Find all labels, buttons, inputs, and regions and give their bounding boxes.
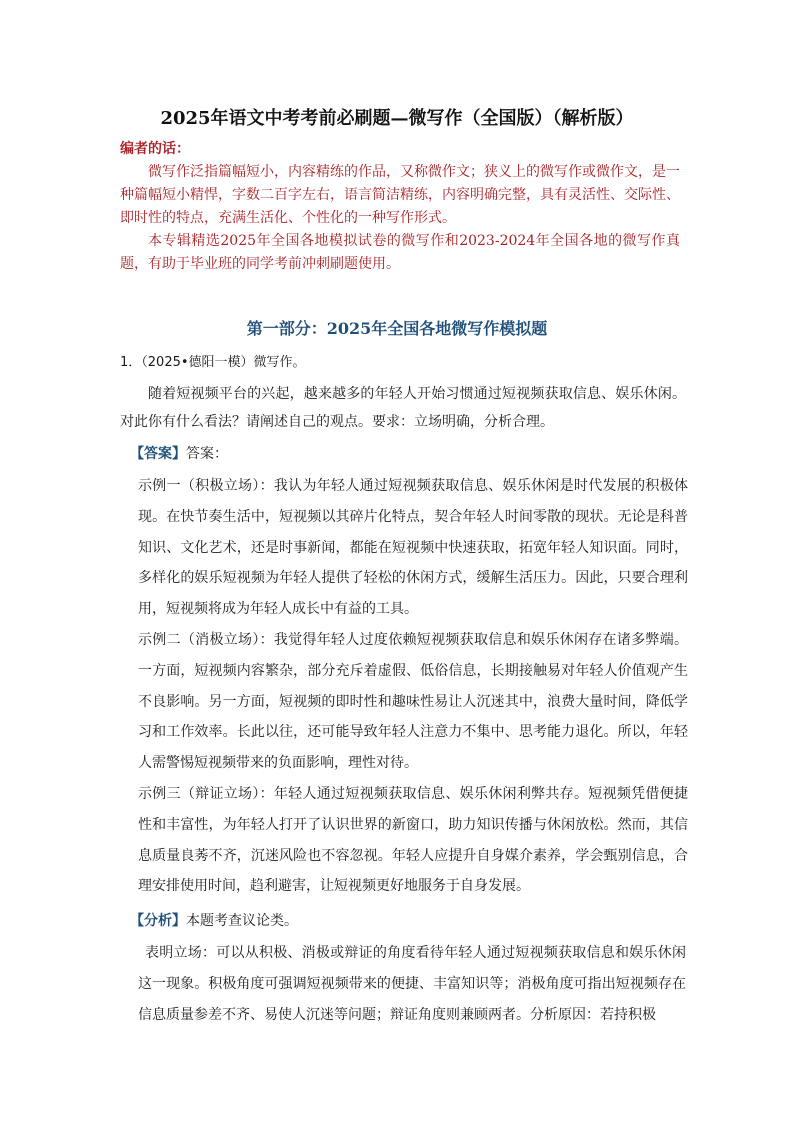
answer-heading	[130, 443, 228, 463]
editor-note-paragraph-2: 本专辑精选2025年全国各地模拟试卷的微写作和2023-2024年全国各地的微写作真题，有助于毕业班的同学考前冲刺刷题使用。	[120, 233, 680, 272]
example-1: 示例一（积极立场）：我认为年轻人通过短视频获取信息、娱乐休闲是时代发展的积极体现。在快节奏生活中，短视频以其碎片化特点，契合年轻人时间零散的现状。无论是科普知识、文化艺术，还是时事新闻，都能在短视频中快速获取，拓宽年轻人知识面。同时，多样化的娱乐短视频为年轻人提供了轻松的休闲方式，缓解生活压力。因此，只要合理利用，短视频将成为年轻人成长中有益的工具。	[138, 478, 688, 618]
analysis-tag: 【分析】	[130, 913, 186, 929]
editor-note-paragraph-1: 微写作泛指篇幅短小，内容精练的作品，又称微作文；狭义上的微写作或微作文，是一种篇幅短小精悍，字数二百字左右，语言简洁精练，内容明确完整，具有灵活性、交际性、即时性的特点，充满生活化、个性化的一种写作形式。	[120, 164, 680, 226]
answer-label: 答案：	[186, 446, 228, 462]
editor-note	[120, 138, 680, 276]
section-title: 第一部分：2025年全国各地微写作模拟题	[246, 319, 548, 338]
example-3: 示例三（辩证立场）：年轻人通过短视频获取信息、娱乐休闲利弊共存。短视频凭借便捷性和丰富性，为年轻人打开了认识世界的新窗口，助力知识传播与休闲放松。然而，其信息质量良莠不齐，沉迷风险也不容忽视。年轻人应提升自身媒介素养，学会甄别信息，合理安排使用时间，趋利避害，让短视频更好地服务于自身发展。	[138, 785, 688, 895]
answer-examples	[138, 471, 688, 902]
analysis-heading	[130, 910, 298, 930]
question-text: 随着短视频平台的兴起，越来越多的年轻人开始习惯通过短视频获取信息、娱乐休闲。对此你有什么看法？请阐述自己的观点。要求：立场明确，分析合理。	[120, 386, 686, 430]
analysis-text: 表明立场：可以从积极、消极或辩证的角度看待年轻人通过短视频获取信息和娱乐休闲这一现象。积极角度可强调短视频带来的便捷、丰富知识等；消极角度可指出短视频存在信息质量参差不齐、易使人沉迷等问题；辩证角度则兼顾两者。分析原因：若持积极	[138, 945, 686, 1023]
question-body	[120, 380, 686, 436]
editor-note-heading: 编者的话：	[120, 141, 190, 157]
question-heading: 1．（2025•德阳一模）微写作。	[120, 355, 306, 370]
answer-tag: 【答案】	[130, 446, 186, 462]
document-title: 2025年语文中考考前必刷题—微写作（全国版）（解析版）	[160, 108, 634, 129]
analysis-body	[138, 938, 686, 1031]
analysis-label: 本题考查议论类。	[186, 913, 298, 929]
example-2: 示例二（消极立场）：我觉得年轻人过度依赖短视频获取信息和娱乐休闲存在诸多弊端。一方面，短视频内容繁杂，部分充斥着虚假、低俗信息，长期接触易对年轻人价值观产生不良影响。另一方面，短视频的即时性和趣味性易让人沉迷其中，浪费大量时间，降低学习和工作效率。长此以往，还可能导致年轻人注意力不集中、思考能力退化。所以，年轻人需警惕短视频带来的负面影响，理性对待。	[138, 631, 688, 772]
